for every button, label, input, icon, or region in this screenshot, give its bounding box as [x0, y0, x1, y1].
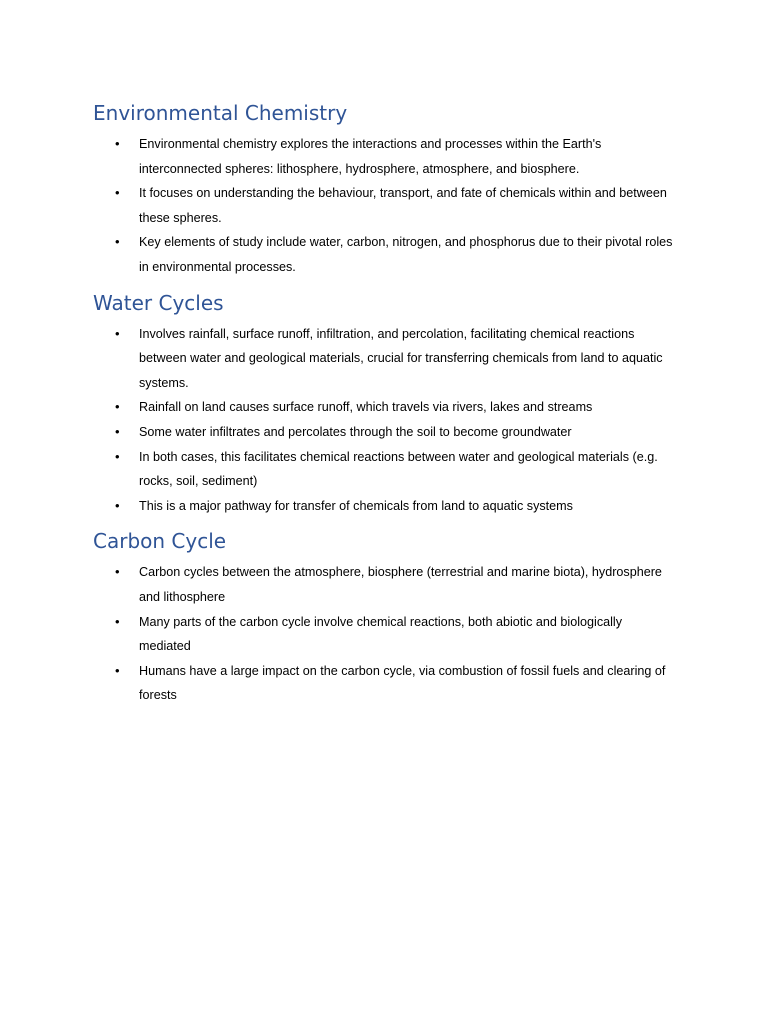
bullet-icon: • [115, 423, 120, 439]
document-body [93, 99, 673, 717]
bullet-text: This is a major pathway for transfer of chemicals from land to aquatic systems [139, 498, 573, 513]
bullet-text: Humans have a large impact on the carbon cycle, via combustion of fossil fuels and clearing of forests [139, 663, 666, 703]
bullet-item [93, 395, 673, 420]
bullet-item [93, 322, 673, 396]
bullet-text: Involves rainfall, surface runoff, infiltration, and percolation, facilitating chemical reactions between water and geological materials, crucial for transferring chemicals from land to aquatic systems. [139, 326, 663, 390]
bullet-text: Some water infiltrates and percolates through the soil to become groundwater [139, 424, 572, 439]
section-water-cycles [93, 289, 673, 519]
bullet-list [93, 560, 673, 708]
bullet-text: Key elements of study include water, carbon, nitrogen, and phosphorus due to their pivotal roles in environmental processes. [139, 235, 673, 274]
bullet-item [93, 181, 673, 230]
bullet-item [93, 420, 673, 445]
section-heading: Carbon Cycle [93, 529, 227, 554]
bullet-text: It focuses on understanding the behaviour, transport, and fate of chemicals within and between these spheres. [139, 186, 667, 225]
bullet-icon: • [115, 136, 120, 151]
bullet-text: Environmental chemistry explores the interactions and processes within the Earth's interconnected spheres: lithosphere, hydrosphere, atmosphere, and biosphere. [139, 137, 602, 176]
bullet-icon: • [115, 497, 120, 513]
bullet-icon: • [115, 399, 120, 415]
bullet-item [93, 230, 673, 279]
bullet-item [93, 494, 673, 519]
section-heading: Water Cycles [93, 290, 224, 315]
bullet-text: Rainfall on land causes surface runoff, which travels via rivers, lakes and streams [139, 400, 593, 415]
bullet-text: Carbon cycles between the atmosphere, biosphere (terrestrial and marine biota), hydrosphere and lithosphere [139, 565, 662, 604]
bullet-icon: • [115, 448, 120, 464]
bullet-icon: • [115, 185, 120, 201]
bullet-icon: • [115, 613, 120, 629]
bullet-icon: • [115, 234, 120, 250]
bullet-list [93, 322, 673, 519]
bullet-item [93, 560, 673, 609]
bullet-item [93, 445, 673, 494]
bullet-icon: • [115, 564, 120, 580]
bullet-item [93, 132, 673, 181]
bullet-text: Many parts of the carbon cycle involve chemical reactions, both abiotic and biologically mediated [139, 614, 623, 654]
section-environmental-chemistry [93, 99, 673, 280]
bullet-list [93, 132, 673, 280]
section-heading: Environmental Chemistry [93, 101, 348, 125]
section-carbon-cycle [93, 527, 673, 708]
bullet-item [93, 659, 673, 708]
bullet-icon: • [115, 325, 120, 341]
bullet-text: In both cases, this facilitates chemical reactions between water and geological materials (e.g. rocks, soil, sediment) [139, 449, 658, 489]
bullet-icon: • [115, 662, 120, 678]
bullet-item [93, 610, 673, 659]
